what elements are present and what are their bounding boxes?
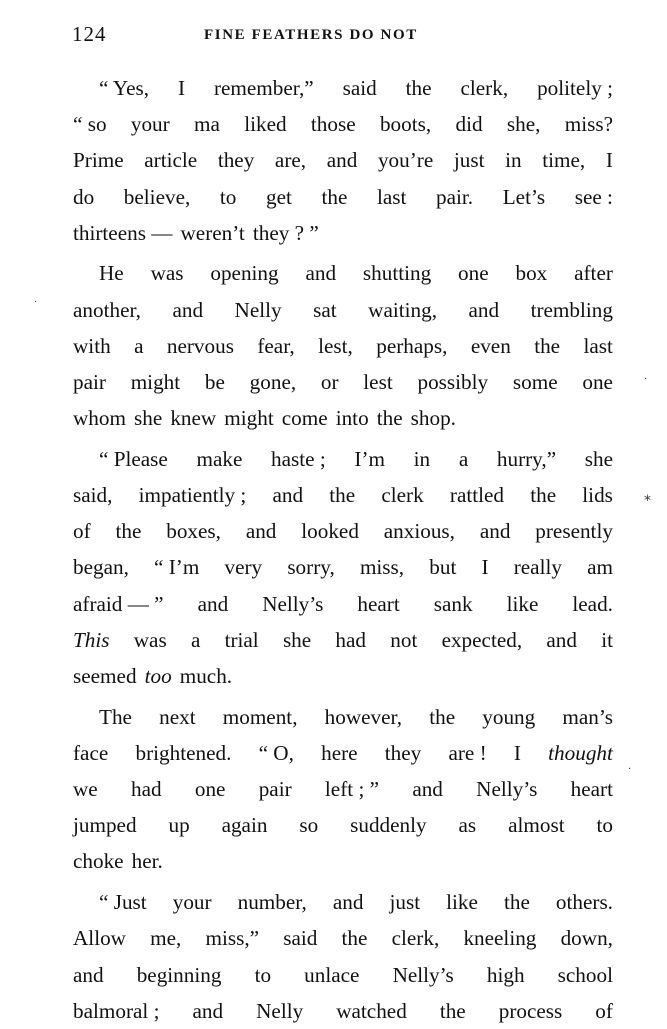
word: had	[335, 627, 367, 652]
word: I	[513, 740, 521, 765]
text-line	[73, 622, 613, 658]
print-speck-mark: ·	[628, 764, 632, 775]
word: might	[224, 406, 274, 431]
word: and	[326, 148, 358, 173]
word: I	[605, 148, 613, 173]
word: choke	[73, 849, 124, 874]
word: thought	[548, 740, 613, 765]
word: and	[172, 297, 204, 322]
word: and	[73, 962, 104, 987]
text-line	[73, 441, 613, 477]
word: to	[219, 184, 237, 209]
word: up	[168, 813, 190, 838]
word: Allow	[73, 926, 126, 951]
word: those	[310, 112, 356, 137]
word: last	[376, 184, 407, 209]
word: impatiently ;	[138, 483, 247, 508]
word: afraid — ”	[73, 591, 164, 616]
word: be	[204, 370, 225, 394]
word: her.	[131, 849, 163, 874]
word: not	[390, 627, 418, 652]
word: so	[299, 813, 319, 838]
word: lest,	[318, 333, 353, 358]
word: miss,	[359, 555, 405, 580]
word: and	[272, 483, 304, 508]
word: said	[342, 76, 377, 100]
print-speck-mark: ·	[34, 297, 38, 308]
word: rattled	[449, 483, 505, 508]
word: too	[144, 664, 172, 688]
word: some	[512, 370, 558, 394]
word: Nelly’s	[262, 591, 324, 616]
word: believe,	[123, 184, 191, 209]
word: balmoral ;	[73, 998, 160, 1023]
word: trial	[224, 627, 259, 652]
text-line	[73, 658, 613, 694]
text-line	[73, 699, 613, 735]
word: the	[321, 184, 348, 209]
word: watched	[336, 998, 407, 1023]
word: like	[506, 591, 539, 616]
word: we	[73, 777, 98, 802]
word: haste ;	[271, 446, 326, 471]
word: one	[458, 261, 489, 286]
word: are,	[274, 148, 307, 173]
word: it	[601, 627, 613, 652]
word: perhaps,	[376, 333, 448, 358]
word: jumped	[73, 813, 137, 838]
running-head: FINE FEATHERS DO NOT	[204, 27, 418, 43]
word: nervous	[166, 333, 234, 358]
word: Prime	[73, 148, 124, 173]
word: and	[305, 261, 337, 286]
word: pair	[258, 777, 292, 802]
word: presently	[535, 519, 613, 544]
word: possibly	[417, 370, 489, 394]
word: she	[134, 406, 163, 431]
word: even	[470, 333, 511, 358]
word: see :	[574, 184, 613, 209]
word: a	[190, 627, 201, 652]
word: are !	[448, 740, 487, 765]
word: I’m	[354, 446, 386, 471]
text-line	[73, 477, 613, 513]
word: number,	[237, 890, 307, 915]
word: they	[217, 148, 255, 173]
word: as	[458, 813, 477, 838]
word: with	[73, 333, 111, 358]
word: This	[73, 627, 110, 652]
text-line	[73, 400, 613, 436]
word: she	[584, 446, 613, 471]
word: trembling	[530, 297, 613, 322]
word: high	[486, 962, 525, 987]
word: expected,	[441, 627, 523, 652]
word: fear,	[257, 333, 295, 358]
word: others.	[555, 890, 613, 915]
word: miss,”	[205, 926, 260, 951]
word: left ; ”	[324, 777, 380, 802]
word: they ? ”	[252, 220, 319, 245]
word: whom	[73, 406, 126, 431]
word: like	[446, 890, 478, 915]
word: get	[265, 184, 292, 209]
word: the	[439, 998, 466, 1023]
word: they	[384, 740, 422, 765]
word: I	[177, 76, 186, 100]
word: in	[413, 446, 431, 471]
word: the	[329, 483, 356, 508]
text-line	[73, 328, 613, 364]
word: very	[224, 555, 263, 580]
word: “ Just	[99, 890, 147, 915]
word: she,	[506, 112, 541, 137]
word: man’s	[562, 704, 613, 729]
word: thirteens —	[73, 220, 173, 245]
word: me,	[150, 926, 182, 951]
word: almost	[508, 813, 565, 838]
word: after	[574, 261, 613, 286]
word: last	[583, 333, 613, 358]
text-line	[73, 215, 613, 251]
word: I	[481, 555, 489, 580]
word: anxious,	[383, 519, 455, 544]
text-line	[73, 364, 613, 400]
word: sorry,	[287, 555, 335, 580]
word: and	[192, 998, 224, 1023]
word: to	[596, 813, 613, 838]
word: the	[341, 926, 368, 951]
word: pair	[73, 370, 106, 394]
word: clerk	[381, 483, 424, 508]
text-line	[73, 735, 613, 771]
word: do	[73, 184, 95, 209]
word: miss?	[564, 112, 613, 137]
word: down,	[560, 926, 613, 951]
text-line	[73, 255, 613, 291]
word: had	[130, 777, 162, 802]
word: beginning	[136, 962, 222, 987]
word: and	[245, 519, 277, 544]
word: might	[130, 370, 181, 394]
text-line	[73, 957, 613, 993]
word: boots,	[379, 112, 432, 137]
word: face	[73, 740, 109, 765]
word: brightened.	[135, 740, 232, 765]
word: time,	[542, 148, 586, 173]
word: was	[150, 261, 184, 286]
text-line	[73, 549, 613, 585]
word: “ so	[73, 112, 107, 137]
word: The	[99, 704, 132, 729]
word: shutting	[362, 261, 432, 286]
word: lead.	[572, 591, 613, 616]
print-speck-mark: ·	[644, 374, 648, 385]
word: of	[595, 998, 613, 1023]
word: heart	[570, 777, 613, 802]
word: “ Yes,	[99, 76, 150, 100]
text-line	[73, 513, 613, 549]
word: sank	[433, 591, 473, 616]
text-line	[73, 292, 613, 328]
word: into	[335, 406, 369, 431]
word: waiting,	[368, 297, 437, 322]
word: kneeling	[463, 926, 537, 951]
body-text	[73, 70, 613, 1029]
word: school	[557, 962, 613, 987]
word: lids	[582, 483, 613, 508]
word: article	[144, 148, 198, 173]
word: hurry,”	[496, 446, 557, 471]
text-line	[73, 179, 613, 215]
word: and	[546, 627, 577, 652]
word: knew	[170, 406, 217, 431]
word: you’re	[377, 148, 434, 173]
word: unlace	[304, 962, 360, 987]
word: the	[376, 406, 403, 431]
word: a	[134, 333, 144, 358]
word: seemed	[73, 664, 137, 688]
word: heart	[357, 591, 400, 616]
word: looked	[301, 519, 359, 544]
word: Let’s	[502, 184, 546, 209]
word: “ O,	[258, 740, 294, 765]
word: remember,”	[213, 76, 314, 100]
word: or	[320, 370, 339, 394]
word: the	[429, 704, 456, 729]
word: ma	[194, 112, 220, 137]
page-number: 124	[72, 22, 107, 46]
word: young	[482, 704, 536, 729]
word: boxes,	[166, 519, 221, 544]
word: the	[503, 890, 530, 915]
word: sat	[313, 297, 337, 322]
word: just	[453, 148, 485, 173]
text-line	[73, 586, 613, 622]
word: opening	[210, 261, 279, 286]
word: and	[412, 777, 443, 802]
text-line	[73, 142, 613, 178]
word: process	[498, 998, 563, 1023]
word: pair.	[436, 184, 474, 209]
word: but	[429, 555, 457, 580]
word: to	[254, 962, 272, 987]
text-line	[73, 70, 613, 106]
word: just	[389, 890, 421, 915]
text-line	[73, 807, 613, 843]
word: politely ;	[537, 76, 613, 100]
word: in	[505, 148, 522, 173]
word: said	[283, 926, 318, 951]
word: come	[281, 406, 328, 431]
word: one	[194, 777, 226, 802]
text-line	[73, 993, 613, 1029]
word: began,	[73, 555, 129, 580]
word: a	[458, 446, 469, 471]
text-line	[73, 843, 613, 879]
word: and	[468, 297, 500, 322]
word: much.	[179, 664, 233, 688]
word: and	[479, 519, 511, 544]
word: again	[221, 813, 268, 838]
word: Nelly’s	[476, 777, 538, 802]
word: clerk,	[391, 926, 440, 951]
word: liked	[244, 112, 287, 137]
word: did	[455, 112, 483, 137]
word: said,	[73, 483, 113, 508]
word: another,	[73, 297, 141, 322]
word: gone,	[249, 370, 297, 394]
word: and	[197, 591, 229, 616]
word: Nelly	[256, 998, 304, 1023]
word: one	[582, 370, 613, 394]
word: He	[99, 261, 124, 286]
word: was	[133, 627, 167, 652]
word: “ Please	[99, 446, 168, 471]
word: she	[282, 627, 312, 652]
word: your	[172, 890, 212, 915]
word: however,	[324, 704, 403, 729]
word: Nelly’s	[392, 962, 454, 987]
text-line	[73, 920, 613, 956]
text-line	[73, 771, 613, 807]
word: Nelly	[234, 297, 282, 322]
word: of	[73, 519, 91, 544]
word: am	[587, 555, 613, 580]
word: and	[332, 890, 364, 915]
word: the	[534, 333, 561, 358]
text-line	[73, 884, 613, 920]
word: “ I’m	[154, 555, 200, 580]
word: box	[515, 261, 548, 286]
word: weren’t	[180, 220, 245, 245]
word: make	[196, 446, 243, 471]
word: shop.	[410, 406, 456, 431]
word: suddenly	[350, 813, 427, 838]
word: the	[115, 519, 142, 544]
word: moment,	[222, 704, 298, 729]
word: the	[530, 483, 557, 508]
word: your	[130, 112, 170, 137]
word: clerk,	[460, 76, 509, 100]
text-line	[73, 106, 613, 142]
word: lest	[363, 370, 393, 394]
word: really	[513, 555, 562, 580]
print-speck-mark: *	[644, 493, 651, 509]
word: the	[405, 76, 432, 100]
page-header	[72, 22, 609, 52]
word: next	[159, 704, 196, 729]
word: here	[321, 740, 358, 765]
